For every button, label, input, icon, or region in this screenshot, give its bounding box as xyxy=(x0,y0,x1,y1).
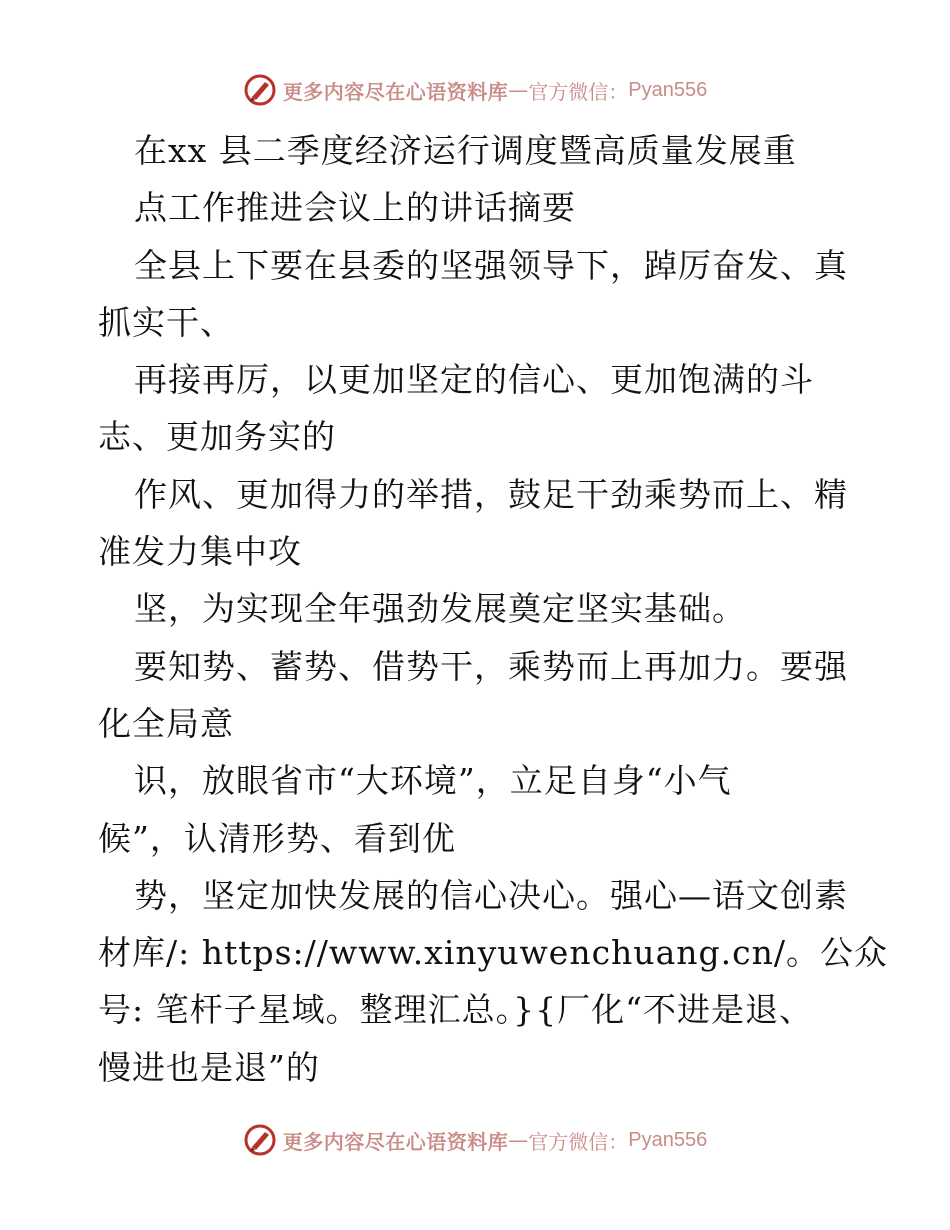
footer-banner xyxy=(0,1120,950,1160)
text-line: 点工作推进会议上的讲话摘要 xyxy=(134,188,576,228)
banner-account: Pyan556 xyxy=(628,1128,708,1151)
text-line: 势，坚定加快发展的信心决心。强心—语文创素 xyxy=(134,875,848,915)
text-line: 全县上下要在县委的坚强领导下，踔厉奋发、真 xyxy=(134,245,848,285)
banner-dash: — xyxy=(508,78,529,102)
document-body xyxy=(98,122,888,1096)
pen-logo-icon xyxy=(243,73,277,107)
text-line: 材库/: https://www.xinyuwenchuang.cn/。公众 xyxy=(98,933,888,973)
text-line: 在xx 县二季度经济运行调度暨高质量发展重 xyxy=(134,131,797,170)
text-line: 慢进也是退”的 xyxy=(98,1047,320,1087)
text-line: 志、更加务实的 xyxy=(98,417,336,457)
banner-dash: — xyxy=(508,1128,529,1152)
banner-brand: 更多内容尽在心语资料库 xyxy=(282,79,509,104)
pen-logo-icon xyxy=(243,1123,277,1157)
text-line: 号: 笔杆子星域。整理汇总。}{厂化“不进是退、 xyxy=(98,990,813,1030)
banner-brand: 更多内容尽在心语资料库 xyxy=(282,1129,509,1154)
text-line: 再接再厉，以更加坚定的信心、更加饱满的斗 xyxy=(134,360,814,400)
text-line: 候”，认清形势、看到优 xyxy=(98,818,456,858)
banner-wechat-label: 官方微信： xyxy=(528,1129,629,1154)
text-line: 坚，为实现全年强劲发展奠定坚实基础。 xyxy=(134,589,746,629)
text-line: 识，放眼省市“大环境”，立足自身“小气 xyxy=(134,761,732,801)
text-line: 化全局意 xyxy=(98,703,234,743)
text-line: 要知势、蓄势、借势干，乘势而上再加力。要强 xyxy=(134,646,848,686)
banner-wechat-label: 官方微信： xyxy=(528,79,629,104)
text-line: 作风、更加得力的举措，鼓足干劲乘势而上、精 xyxy=(134,474,848,514)
header-banner xyxy=(0,70,950,110)
text-line: 准发力集中攻 xyxy=(98,532,302,572)
banner-account: Pyan556 xyxy=(628,78,708,101)
text-line: 抓实干、 xyxy=(98,302,234,342)
